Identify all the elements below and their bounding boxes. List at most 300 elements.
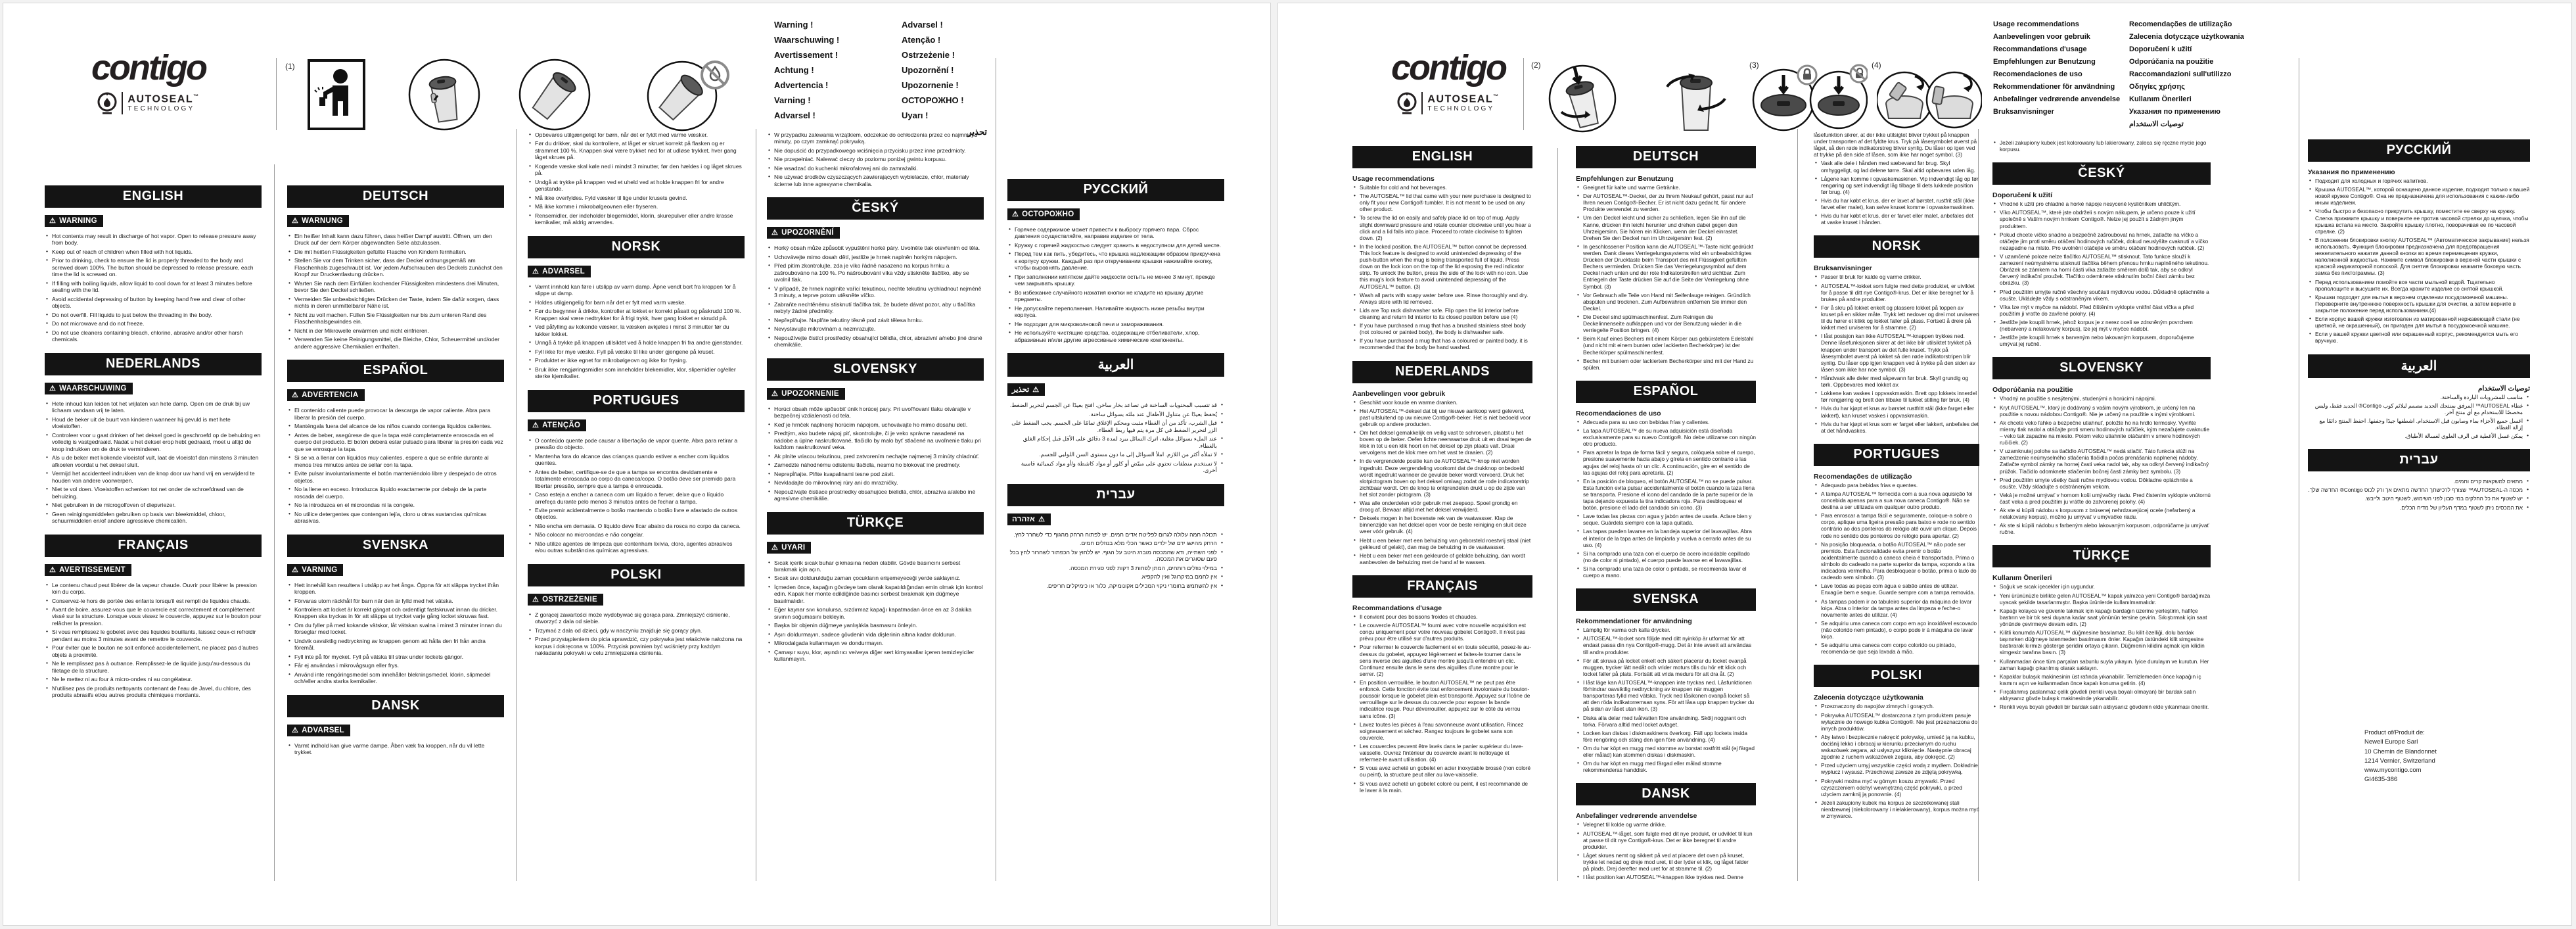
technology-label: TECHNOLOGY — [1427, 105, 1495, 113]
bullet-item: • En la posición de bloqueo, el botón AUTOSEAL™ no se puede pulsar. Esta función evita pulsar accidentalmente el botón cuando la taza llena se transporta. Presione el icono del candado de la parte superior de la tapa dejando expuesta la tira indicadora roja. Para desbloquear el botón, presione el lado del candado sin icono. (3) — [1583, 478, 1756, 512]
bullet-item: • Przeznaczony do napojów zimnych i gorących. — [1821, 703, 1979, 709]
bullet-item: • لا تملأه أكثر من اللازم. املأ السوائل إلى ما دون مستوى السن اللولبي للجسم. — [1007, 451, 1217, 458]
bullet-item: • Nepoužívajte čistiace prostriedky obsahujúce bielidlá, chlór, abrazíva a/alebo iné agresívne chemikálie. — [774, 488, 984, 502]
language-header: TÜRKÇE — [767, 512, 984, 535]
bullet-item: • Stellen Sie vor dem Trinken sicher, dass der Deckel ordnungsgemäß am Flaschenhals zugeschraubt ist. Vor jedem Aufschrauben des Deckels zunächst den Knopf zur Druckentlastung drücken. — [294, 257, 504, 277]
warning-triangle-icon: ⚠ — [532, 595, 540, 604]
bullet-item: • In geschlossener Position kann die AUTOSEAL™-Taste nicht gedrückt werden. Dank dieses Verriegelungssystems wird ein unbeabsichtigtes Drücken der Drucktaste beim Transport des mit Flüssigkeit gefüllten Bechers vermieden. Drücken Sie das Verriegelungssymbol auf dem Deckel nach unten und der rote Indikatorstreifen wird sichtbar. Zum Entriegeln der Taste drücken Sie auf die Seite der Verriegelung ohne Symbol. (3) — [1583, 243, 1756, 290]
bullet-list — [287, 233, 504, 350]
usage-languages-column-b — [2129, 18, 2244, 131]
bullet-item: • I låst posisjon kan ikke AUTOSEAL™-knappen trykkes ned. Denne låsefunksjonen sikrer at det ikke blir utilsiktet trykket på knappen under transport av det fulle kruset. Trykk på låsesymbolet øverst på lokket så den røde indikatorstripen blir synlig. Du låser opp igjen knappen ved å trykke på den siden av låsen som ikke har noe symbol. (3) — [1821, 333, 1979, 373]
bullet-item: • את המכסים ניתן לשטוף במדף העליון של מדיח הכלים. — [2308, 504, 2523, 511]
bullet-item: • Lågene kan komme i opvaskemaskinen. Vip indvendigt låg op før rengøring og sæt indvendigt låg tilbage til dets lukkede position før brug. (4) — [1821, 176, 1979, 195]
warning-badge — [45, 215, 103, 227]
bullet-item: • Pour éviter que le bouton ne soit enfoncé accidentellement, ne placez pas d'autres objets à proximité. — [52, 644, 262, 658]
unlock-icon — [1851, 65, 1868, 82]
bullet-item: • מתאים למשקאות קרים וחמים. — [2308, 478, 2523, 485]
bullet-item: • Förvaras utom räckhåll för barn när den är fylld med het vätska. — [294, 598, 504, 604]
language-header: العربية — [2308, 354, 2530, 378]
warning-triangle-icon: ⚠ — [49, 384, 57, 393]
bullet-item: • Les couvercles peuvent être lavés dans le panier supérieur du lave-vaisselle. Ouvrez l'intérieur du couvercle avant le nettoyage et refermez-le avant utilisation. (4) — [1360, 743, 1532, 763]
warning-badge-row — [767, 226, 984, 239]
language-header: ENGLISH — [1352, 146, 1532, 168]
bullet-item: • مناسب للمشروبات الباردة والساخنة. — [2308, 394, 2523, 400]
bullet-item: • Undgå at trykke på knappen ved et uheld ved at holde knappen fri for andre genstande. — [535, 179, 745, 193]
bullet-item: • Kogende væske skal køle ned i mindst 3 minutter, før den hældes i og låget skrues på. — [535, 163, 745, 177]
figure-2-label: (2) — [1531, 60, 1541, 70]
warning-badge-row — [287, 724, 504, 736]
bullet-item: • Adequado para bebidas frias e quentes. — [1821, 482, 1979, 488]
warning-badge-row — [287, 214, 504, 227]
bullet-item: • If you have purchased a mug that has a brushed stainless steel body (not coloured or painted body), the body is dishwasher safe. — [1360, 322, 1532, 335]
language-label: Advertencia ! — [774, 80, 829, 90]
language-header: DANSK — [287, 695, 504, 717]
no-drip-icon — [702, 62, 728, 88]
warning-badge-row — [1007, 383, 1224, 396]
bullet-item: • El contenido caliente puede provocar la descarga de vapor caliente. Abra para liberar la presión del cuerpo. — [294, 407, 504, 421]
bullet-item: • Hete inhoud kan leiden tot het vrijlaten van hete damp. Open om de druk bij uw lichaam vandaan vrij te laten. — [52, 400, 262, 414]
section-heading: Recomendações de utilização — [1814, 472, 1912, 481]
language-header: ČESKÝ — [767, 197, 984, 220]
bullet-item: • Mantenha fora do alcance das crianças quando estiver a encher com líquidos quentes. — [535, 453, 745, 467]
lock-unlock-illustration — [1752, 63, 1868, 133]
bullet-item: • Becher mit buntem oder lackiertem Becherkörper sind mit der Hand zu spülen. — [1583, 358, 1756, 371]
warning-badge-label: ADVARSEL — [302, 726, 344, 734]
bullet-item: • Si vous remplissez le gobelet avec des liquides bouillants, laissez ceux-ci refroidir pendant au moins 3 minutes avant de remettre le couvercle. — [52, 629, 262, 642]
column-rule — [274, 164, 275, 881]
bullet-item: • Nie wsadzać do kuchenki mikrofalowej ani do zamrażalki. — [774, 165, 984, 172]
bullet-item: • Las tapas pueden lavarse en la bandeja superior del lavavajillas. Abra el interior de la tapa antes de limpiarla y vuelva a cerrarlo antes de su uso. (4) — [1583, 528, 1756, 548]
section-heading: Anbefalinger vedrørende anvendelse — [1576, 812, 1697, 821]
language-label: Recomendações de utilização — [2129, 20, 2232, 28]
bullet-item: • Si se va a llenar con líquidos muy calientes, espere a que se enfríe durante al menos tres minutos antes de sellar con la tapa. — [294, 454, 504, 468]
bullet-item: • Keep out of reach of children when filled with hot liquids. — [52, 249, 262, 255]
trademark-symbol: ™ — [1493, 93, 1500, 99]
bullet-item: • Ak ste si kúpili nádobu s farbeným alebo lakovaným korpusom, odporúčame ju umývať ručne. — [2000, 522, 2211, 535]
warning-languages-column-a — [774, 17, 879, 123]
screw-lid-illustration — [1542, 60, 1739, 133]
bullet-item: • اغسل جميع الأجزاء بماء وصابون قبل الاستخدام. اشطفها جيدًا وجففها. احفظ المنتج دائمًا مع إزالة الغطاء. — [2308, 417, 2523, 431]
warning-badge-label: VARNING — [302, 565, 338, 574]
warning-badge-row — [287, 389, 504, 401]
section-heading: Bruksanvisninger — [1814, 264, 1872, 273]
language-label: Advarsel ! — [902, 20, 943, 30]
bullet-item: • Neprepĺňajte. Plňte kvapalinami tesne pod závit. — [774, 471, 984, 477]
bullet-item: • In the locked position, the AUTOSEAL™ button cannot be depressed. This lock feature is designed to avoid unintended depressing of the push-button when the mug is being transported full of liquid. Press down on the lock icon on the top of the lid exposing the red indicator strip. To unlock the button, press the side of the lock with no icon. Use this mug's lock feature to avoid unintended depressing of the AUTOSEAL™ button. (3) — [1360, 243, 1532, 290]
bullet-item: • Na posição bloqueada, o botão AUTOSEAL™ não pode ser premido. Esta funcionalidade evita premir o botão acidentalmente quando a caneca cheia é transportada. Prima o símbolo do cadeado na parte superior da tampa, expondo a tira indicadora vermelha. Para desbloquear o botão, prima o lado do cadeado sem símbolo. (3) — [1821, 541, 1979, 581]
column-de-es-sv-da — [1576, 146, 1756, 884]
bullet-item: • תכולה חמה עלולה לגרום לפליטת אדים חמים. יש לפתוח הרחק מהגוף כדי לשחרר לחץ. — [1007, 531, 1217, 538]
language-header: SVENSKA — [1576, 588, 1756, 611]
bullet-item: • Nevkladajte do mikrovlnnej rúry ani do mrazničky. — [774, 479, 984, 486]
warning-badge-label: ОСТОРОЖНО — [1022, 210, 1074, 218]
column-rule — [1557, 148, 1558, 881]
bullet-item: • Vhodný na použitie s nesýtenými, studenými a horúcimi nápojmi. — [2000, 395, 2211, 402]
bullet-item: • Rensemidler, der indeholder blegemiddel, klorin, skurepulver eller andre krasse kemikalier, må aldrig anvendes. — [535, 212, 745, 226]
bullet-item: • Aby łatwo i bezpiecznie nakręcić pokrywkę, umieść ją na kubku, dociśnij lekko i obracaj w kierunku przeciwnym do ruchu wskazówek zegara, aż usłyszysz kliknięcie. Następnie obracaj zgodnie z ruchem wskazówek zegara, aby dokręcić. (2) — [1821, 734, 1979, 760]
bullet-item: • Prior to drinking, check to ensure the lid is properly threaded to the body and screwed down 100%. The button should be depressed to release pressure, each time the lid is screwed on. — [52, 257, 262, 277]
bullet-item: • Opbevares utilgængeligt for børn, når det er fyldt med varme væsker. — [535, 131, 745, 138]
language-header: DANSK — [1576, 783, 1756, 805]
bullet-item: • V uzamknutej polohe sa tlačidlo AUTOSEAL™ nedá stlačiť. Táto funkcia slúži na zamedzenie neúmyselného stlačenia tlačidla počas prenášania naplnenej nádoby. Zatlačte symbol zámky na hornej časti veka nadol tak, aby sa odkryl červený indikačný prúžok. Tlačidlo odomknete stlačením bočnej časti zámky bez symbolu. (3) — [2000, 448, 2211, 474]
warning-badge — [1007, 513, 1051, 525]
contigo-logo — [1372, 50, 1525, 114]
bullet-item: • Do not use cleaners containing bleach, chlorine, abrasive and/or other harsh chemicals. — [52, 329, 262, 343]
bullet-list — [1352, 613, 1532, 794]
warning-badge-label: UYARI — [781, 543, 806, 552]
bullet-item: • As tampas podem ir ao tabuleiro superior da máquina de lavar loiça. Abra o interior da tampa antes da limpeza e feche-o novamente antes de utilizar. (4) — [1821, 598, 1979, 618]
bullet-item: • I låst position kan AUTOSEAL™-knappen ikke trykkes ned. Denne — [1583, 874, 1756, 880]
bullet-item: • הרחק מהישג ידם של ילדים כאשר הכלי מלא בנוזלים חמים. — [1007, 540, 1217, 546]
bullet-item: • Sıcak içerik sıcak buhar çıkmasına neden olabilir. Gövde basıncını serbest bırakmak için açın. — [774, 560, 984, 573]
warning-triangle-icon: ⚠ — [771, 543, 779, 552]
drinking-tilt-illustration — [518, 58, 591, 131]
bullet-item: • Nie przepełniać. Nalewać cieczy do poziomu poniżej gwintu korpusu. — [774, 156, 984, 162]
bullet-item: • O conteúdo quente pode causar a libertação de vapor quente. Abra para retirar a pressão do objecto. — [535, 437, 745, 451]
bullet-item: • Před pitím zkontrolujte, zda je víko řádně nasazeno na korpus hrnku a zašroubováno na 100 %. Po našroubování víka vždy stiskněte tlačítko, aby se uvolnil tlak. — [774, 262, 984, 283]
bullet-item: • Må ikke komme i mikrobølgeovnen eller fryseren. — [535, 203, 745, 210]
product-info — [2364, 728, 2535, 785]
language-header: РУССКИЙ — [1007, 179, 1224, 201]
bullet-item: • מכסה ה-AUTOSEAL™ שצורף לרכישתך החדשה מתאים אך ורק לכוס Contigo® החדשה שלך. — [2308, 487, 2523, 493]
bullet-item: • אין להשתמש בחומרי ניקוי המכילים אקונומיקה, כלור או כימיקלים חריפים. — [1007, 583, 1217, 589]
bullet-item: • Если у вашей кружки цветной или окрашенный корпус, рекомендуется мыть его вручную. — [2315, 331, 2530, 344]
bullet-item: • Varmt innhold kan føre i utslipp av varm damp. Åpne vendt bort fra kroppen for å slippe ut damp. — [535, 283, 745, 297]
bullet-item: • Kapaklar bulaşık makinesinin üst rafında yıkanabilir. Temizlemeden önce kapağın iç kısmını açın ve kullanmadan önce kapalı konuma getirin. (4) — [2000, 673, 2211, 686]
bullet-item: • Pokud chcete víčko snadno a bezpečně zašroubovat na hrnek, zatlačte na víčko a otáčejte jím proti směru otáčení hodinových ručiček, dokud neuslyšíte cvaknutí a víčko nezapadne na místo. Pro uvolnění otáčejte ve směru otáčení hodinových ručiček. (2) — [2000, 231, 2211, 251]
bullet-item: • AUTOSEAL™-lokket som fulgte med dette produktet, er utviklet for å passe til ditt nye Contigo®-krus. Det er ikke beregnet for å brukes på andre produkter. — [1821, 283, 1979, 302]
bullet-item: • Yeni ürününüzle birlikte gelen AUTOSEAL™ kapak yalnızca yeni Contigo® bardağınıza uyacak şekilde tasarlanmıştır. Başka ürünlerde kullanılmamalıdır. — [2000, 592, 2211, 606]
bullet-item: • Kryt AUTOSEAL™, ktorý je dodávaný s vašim novým výrobkom, je určený len na použitie s novou nádobou Contigo®. Nie je určený na použitie s inými výrobkami. — [2000, 404, 2211, 417]
warning-badge — [45, 383, 133, 394]
warning-triangle-icon: ⚠ — [771, 389, 779, 398]
warning-badge-label: UPOZORNĚNÍ — [781, 229, 834, 237]
language-label: Achtung ! — [774, 65, 814, 75]
autoseal-logo — [72, 92, 225, 114]
bullet-item: • Uchovávejte mimo dosah dětí, jestliže je hrnek naplněn horkým nápojem. — [774, 254, 984, 260]
warning-badge-label: UPOZORNENIE — [781, 389, 839, 398]
warning-badge — [45, 564, 131, 576]
column-da-no-pt-pl — [528, 131, 745, 661]
warning-badge-label: ADVARSEL — [542, 267, 585, 275]
bullet-item: • غطاء AUTOSEAL™ المرفق بمنتجك الجديد مصمم ليلائم كوب Contigo® الجديد فقط، وليس مخصصًا للاستخدام مع أي منتج آخر. — [2308, 402, 2523, 416]
bullet-item: • Z gorącej zawartości może wydobywać się gorąca para. Zmniejszyć ciśnienie, otworzyć z dala od siebie. — [535, 611, 745, 625]
warning-badge-label: تحذير — [1012, 386, 1030, 394]
section-heading: Doporučení k užití — [1992, 191, 2053, 200]
warning-badge-label: WARNUNG — [302, 217, 343, 225]
bullet-item: • Adecuada para su uso con bebidas frías y calientes. — [1583, 419, 1756, 425]
bullet-item: • Jestliže jste koupili hrnek, jehož korpus je z nerez oceli se zdrsněným povrchem (nebarvený a nelakovaný korpus), lze jej mýt v myčce nádobí. — [2000, 319, 2211, 332]
bullet-item: • Se adquiriu uma caneca com corpo colorido ou pintado, recomenda-se que seja lavada à mão. — [1821, 642, 1979, 655]
bullet-list — [287, 742, 504, 756]
bullet-item: • Locken kan diskas i diskmaskinens överkorg. Fäll upp lockets insida före rengöring och stäng den igen före användning. (4) — [1583, 730, 1756, 743]
bullet-item: • Veká je možné umývať v hornom koši umývačky riadu. Pred čistením vyklopte vnútornú časť veka a pred použitím ju vráťte do zatvorenej polohy. (4) — [2000, 492, 2211, 505]
language-label: Odporúčania na použitie — [2129, 58, 2214, 66]
bullet-item: • Die mit heißen Flüssigkeiten gefüllte Flasche von Kindern fernhalten. — [294, 249, 504, 255]
language-header: POLSKI — [1814, 665, 1979, 687]
bullet-item: • Před použitím umyjte ručně všechny součásti mýdlovou vodou. Důkladně opláchněte a osušte. Ukládejte vždy s odstraněným víkem. — [2000, 289, 2211, 302]
language-header: TÜRKÇE — [1992, 545, 2211, 567]
language-label: Recommandations d'usage — [1993, 45, 2087, 53]
warning-badge — [1007, 208, 1080, 220]
bullet-item: • Der AUTOSEAL™-Deckel, der zu Ihrem Neukauf gehört, passt nur auf Ihren neuen Contigo®-Becher. Er ist nicht dazu gedacht, für andere Produkte verwendet zu werden. — [1583, 193, 1756, 212]
language-header: עברית — [2308, 449, 2530, 471]
bullet-list — [1007, 531, 1224, 589]
language-label: Zalecenia dotyczące użytkowania — [2129, 33, 2244, 41]
section-heading: Recommandations d'usage — [1352, 604, 1442, 613]
bullet-item: • Avoid accidental depressing of button by keeping hand free and clear of other objects. — [52, 296, 262, 310]
bullet-item: • Mikrodalgada kullanmayın ve dondurmayın. — [774, 640, 984, 646]
bullet-item: • Подходит для холодных и горячих напитков. — [2315, 178, 2530, 184]
language-label: Waarschuwing ! — [774, 35, 840, 45]
technology-label: TECHNOLOGY — [127, 105, 195, 113]
warning-badge-row — [767, 387, 984, 400]
hold-away-from-body-pictogram — [308, 59, 365, 130]
bullet-item: • Må ikke overfyldes. Fyld væsker til lige under krusets gevind. — [535, 195, 745, 201]
logo-divider — [122, 92, 123, 114]
bullet-item: • Antes de beber, asegúrese de que la tapa esté completamente enroscada en el cuerpo del producto. El botón deberá estar pulsado para liberar la presión cada vez que se enrosque la tapa. — [294, 432, 504, 452]
figure-1-label: (1) — [285, 62, 295, 71]
bullet-list — [1352, 399, 1532, 566]
product-info-line: Product of/Produit de: — [2364, 729, 2425, 736]
bullet-item: • Evite pulsar involuntariamente el botón manteniéndolo libre y despejado de otros objetos. — [294, 470, 504, 484]
bullet-list — [287, 582, 504, 685]
language-label: Указания по применению — [2129, 108, 2220, 116]
bullet-list — [45, 582, 262, 699]
bullet-item: • Unngå å trykke på knappen utilsiktet ved å holde knappen fri fra andre gjenstander. — [535, 339, 745, 346]
bullet-item: • Para apretar la tapa de forma fácil y segura, colóquela sobre el cuerpo, presione suavemente hacia abajo y gírela en sentido contrario a las agujas del reloj hasta oír un clic. A continuación, gire en el sentido de las agujas del reloj para apretarla. (2) — [1583, 449, 1756, 475]
bullet-item: • Przed użyciem umyj wszystkie części wodą z mydłem. Dokładnie wypłucz i wysusz. Przechowuj zawsze ze zdjętą pokrywką. — [1821, 762, 1979, 775]
autoseal-logo — [1372, 92, 1525, 114]
bullet-item: • İçmeden önce, kapağın gövdeye tam olarak kapatıldığından emin olmak için kontrol edin. Kapak her monte edildiğinde basıncı serbest bırakmak için düğmeye basılmalıdır. — [774, 584, 984, 604]
section-heading: Odporúčania na použitie — [1992, 386, 2073, 394]
warning-badge — [528, 594, 603, 606]
figure-4-label: (4) — [1872, 60, 1881, 70]
language-label: Advarsel ! — [774, 110, 816, 120]
language-label: Recomendaciones de uso — [1993, 70, 2082, 78]
bullet-item: • Чтобы быстро и безопасно прикрутить крышку, поместите ее сверху на кружку. Слегка прижмите крышку и поверните ее против часовой стрелки до щелчка, чтобы крышка встала на место. Закройте крышку плотно, поворачивая ее по часовой стрелке. (2) — [2315, 208, 2530, 234]
bullet-item: • يُحفظ بعيدًا عن متناول الأطفال عند ملئه بسوائل ساخنة. — [1007, 411, 1217, 417]
column-rule — [1797, 129, 1798, 881]
no-spill-illustration — [645, 58, 732, 131]
bullet-item: • לפני השתייה, ודא שהמכסה מוברג היטב על הגוף. יש ללחוץ על הכפתור לשחרור לחץ בכל פעם שסוגרים את המכסה. — [1007, 549, 1217, 563]
bullet-list — [45, 400, 262, 525]
bullet-item: • För att skruva på locket enkelt och säkert placerar du locket ovanpå muggen, trycker lätt nedåt och vrider moturs tills du hör ett klick och locket faller på plats. Fortsätt att vrida medurs för att dra åt. (2) — [1583, 657, 1756, 677]
bullet-item: • Niet gebruiken in de microgolfoven of diepvriezer. — [52, 502, 262, 508]
bullet-list — [1992, 201, 2211, 347]
autoseal-wordmark: AUTOSEAL — [127, 93, 194, 105]
bullet-item: • Do not overfill. Fill liquids to just below the threading in the body. — [52, 312, 262, 318]
bullet-item: • Pred použitím umyte všetky časti ručne mydlovou vodou. Dôkladne opláchnite a osušte. Vždy skladujte s odstráneným vekom. — [2000, 477, 2211, 490]
bullet-list — [1576, 184, 1756, 371]
language-header: SLOVENSKY — [1992, 357, 2211, 379]
bullet-item: • יש לשטוף את כל החלקים במי סבון לפני השימוש, לשטוף היטב ולייבש. — [2308, 495, 2523, 502]
bullet-item: • Vhodné k užití pro chladné a horké nápoje nesycené kysličníkem uhličitým. — [2000, 201, 2211, 207]
language-label: Warning ! — [774, 20, 814, 30]
bullet-item: • Suitable for cold and hot beverages. — [1360, 184, 1532, 191]
warning-badge-row — [767, 541, 984, 554]
bullet-item: • قد تتسبب المحتويات الساخنة في تصاعد بخار ساخن. افتح بعيدًا عن الجسم لتحرير الضغط. — [1007, 402, 1217, 408]
bullet-item: • Ved påfylling av kokende væsker, la væsken avkjøles i minst 3 minutter før du lukker lokket. — [535, 323, 745, 337]
bullet-list — [1007, 226, 1224, 343]
bullet-list — [528, 611, 745, 657]
warning-triangle-icon: ⚠ — [532, 421, 540, 429]
bullet-item: • Çamaşır suyu, klor, aşındırıcı ve/veya diğer sert kimyasallar içeren temizleyiciler kullanmayın. — [774, 649, 984, 663]
bullet-item: • عند الملء بسوائل مغلية، اترك السائل يبرد لمدة 3 دقائق على الأقل قبل إحكام الغلق بالغطاء. — [1007, 435, 1217, 449]
bullet-item: • Håndvask alle deler med såpevann før bruk. Skyll grundig og tørk. Oppbevares med lokket av. — [1821, 375, 1979, 388]
bullet-item: • Hot contents may result in discharge of hot vapor. Open to release pressure away from body. — [52, 233, 262, 247]
bullet-item: • يمكن غسل الأغطية في الرف العلوي لغسالة الأطباق. — [2308, 433, 2523, 439]
bullet-item: • Horký obsah může způsobit vypuštění horké páry. Uvolněte tlak otevřením od těla. — [774, 245, 984, 251]
bullet-item: • במילוי נוזלים רותחים, המתן לפחות 3 דקות לפני סגירת המכסה. — [1007, 565, 1217, 571]
warning-triangle-icon: ⚠ — [532, 267, 540, 275]
warning-badge-row — [528, 265, 745, 277]
bullet-item: • Vermijd het accidenteel indrukken van de knop door uw hand vrij en verwijderd te houden van andere voorwerpen. — [52, 470, 262, 484]
flip-lid-interior-illustration — [1877, 63, 1982, 133]
section-heading: Recomendaciones de uso — [1576, 409, 1661, 417]
warning-badge — [528, 419, 586, 431]
language-label: Bruksanvisninger — [1993, 108, 2054, 116]
bullet-list — [45, 233, 262, 343]
bullet-item: • Verwenden Sie keine Reinigungsmittel, die Bleiche, Chlor, Scheuermittel und/oder andere aggressive Chemikalien enthalten. — [294, 336, 504, 350]
bullet-item: • Avant de boire, assurez-vous que le couvercle est correctement et complètement vissé sur la structure. Lorsque vous vissez le couvercle, appuyez sur le bouton pour relâcher la pression. — [52, 606, 262, 627]
warning-badge-row — [1007, 208, 1224, 220]
column-pl-cs-sk-tr — [767, 131, 984, 667]
language-header: עברית — [1007, 484, 1224, 506]
bullet-item: • Om du fyller på med kokande vätskor, låt vätskan svalna i minst 3 minuter innan du förseglar med locket. — [294, 622, 504, 636]
bullet-list — [1992, 583, 2211, 710]
bullet-item: • Caso esteja a encher a caneca com um líquido a ferver, deixe que o líquido arrefeça durante pelo menos 3 minutos antes de fechar a tampa. — [535, 491, 745, 505]
bullet-item: • No utilice detergentes que contengan lejía, cloro u otras sustancias químicas abrasivas. — [294, 511, 504, 525]
section-heading: Rekommendationer för användning — [1576, 617, 1692, 626]
warning-badge — [767, 227, 840, 239]
bullet-item: • Varmt indhold kan give varme dampe. Åben væk fra kroppen, når du vil lette trykket. — [294, 742, 504, 756]
bullet-item: • Om du har köpt en mugg med stomme av borstat rostfritt stål (ej färgad eller målad) kan stommen diskas i diskmaskin. — [1583, 745, 1756, 758]
column-ru-ar-he — [2308, 139, 2530, 515]
warning-badge-label: ADVERTENCIA — [302, 391, 359, 400]
bullet-item: • Hvis du har købt et krus, der er farvet eller malet, anbefales det at vaske kruset i hånden. — [1821, 212, 1979, 226]
bullet-item: • Крышки подходят для мытья в верхнем отделении посудомоечной машины. Переверните внутреннюю поверхность крышки для очистки, а затем верните в закрытое положение перед использованием.(4) — [2315, 294, 2530, 314]
language-label: Varning ! — [774, 95, 811, 105]
bullet-item: • Holdes utilgjengelig for barn når det er fylt med varm væske. — [535, 299, 745, 306]
bullet-item: • No la llene en exceso. Introduzca líquido exactamente por debajo de la parte roscada del cuerpo. — [294, 486, 504, 500]
press-button-illustration — [407, 58, 481, 131]
bullet-item: • Il convient pour des boissons froides et chaudes. — [1360, 613, 1532, 620]
warning-triangle-icon: ⚠ — [1032, 386, 1040, 394]
bullet-item: • Eğer kaynar sıvı konulursa, sızdırmaz kapağı kapatmadan önce en az 3 dakika sıvının soğumasını bekleyin. — [774, 606, 984, 620]
warning-badge-row — [528, 419, 745, 431]
bullet-item: • Fyll inte på för mycket. Fyll på vätska till strax under lockets gängor. — [294, 654, 504, 660]
product-info-line: 1214 Vernier, Switzerland — [2364, 757, 2435, 765]
bullet-list — [1352, 184, 1532, 351]
bullet-item: • Houd de beker uit de buurt van kinderen wanneer hij gevuld is met hete vloeistoffen. — [52, 416, 262, 430]
bullet-item: • For å skru på lokket enkelt og plassere lokket på toppen av kruset på en sikker måte. Trykk lett nedover og drei mot urviseren til du hører et klikk og lokket faller på plass. Fortsett å dreie på lokket med urviseren for å stramme. (2) — [1821, 304, 1979, 331]
bullet-item: • Als u de beker met kokende vloeistof vult, laat de vloeistof dan minstens 3 minuten afkoelen voordat u het deksel sluit. — [52, 454, 262, 468]
language-label: Raccomandazioni sull'utilizzo — [2129, 70, 2232, 78]
bullet-item: • Hett innehåll kan resultera i utsläpp av het ånga. Öppna för att släppa trycket ifrån kroppen. — [294, 582, 504, 596]
bullet-item: • Kilitli konumda AUTOSEAL™ düğmesine basılamaz. Bu kilit özelliği, dolu bardak taşınırken düğmeye istenmeden basılmasını önler. Kapağın üstündeki kilit simgesine bastırarak kırmızı gösterge şeridini ortaya çıkarın. Düğmenin kilidini açmak için kilidin simgesiz tarafına basın. (3) — [2000, 629, 2211, 655]
warning-badge-row — [1007, 513, 1224, 525]
bullet-item: • Bruk ikke rengjøringsmidler som inneholder blekemidler, klor, slipemidler og/eller sterke kjemikalier. — [535, 366, 745, 380]
bullet-item: • Renkli veya boyalı gövdeli bir bardak satın aldıysanız gövdenin elde yıkanması önerilir. — [2000, 703, 2211, 710]
bullet-item: • Nie dopuścić do przypadkowego wciśnięcia przycisku przez inne przedmioty. — [774, 147, 984, 154]
bullet-item: • Ak chcete veko ľahko a bezpečne utiahnuť, položte ho na hrdlo termosky. Vyviňte mierny tlak nadol a otáčajte proti smeru hodinových ručičiek, kým nezačujete cvaknutie – veko tak zapadne na miesto. Potom veko utiahnite otáčaním v smere hodinových ručičiek. (2) — [2000, 419, 2211, 446]
bullet-item: • Не используйте чистящие средства, содержащие отбеливатели, хлор, абразивные и/или другие агрессивные химические компоненты. — [1015, 329, 1224, 343]
bullet-item: • Nie używać środków czyszczących zawierających wybielacze, chlor, materiały ścierne lub inne agresywne chemikalia. — [774, 174, 984, 187]
autoseal-drop-icon — [97, 92, 117, 114]
bullet-item: • Geen reinigingsmiddelen gebruiken op basis van bleekmiddel, chloor, schuurmiddelen en/of andere agressieve chemicaliën. — [52, 511, 262, 525]
column-rule — [516, 129, 517, 881]
bullet-item: • Lave todas as peças com água e sabão antes de utilizar. Enxagúe bem e seque. Guarde sempre com a tampa removida. — [1821, 583, 1979, 596]
bullet-item: • Fyll ikke for mye væske. Fyll på væske til like under gjengene på kruset. — [535, 348, 745, 355]
bullet-item: • Lavez toutes les pièces à l'eau savonneuse avant utilisation. Rincez soigneusement et séchez. Rangez toujours le gobelet sans son couvercle. — [1360, 721, 1532, 741]
bullet-item: • אין לחמם במיקרוגל ואין להקפיא. — [1007, 573, 1217, 580]
language-header: PORTUGUES — [528, 390, 745, 412]
warning-languages-column-b — [902, 17, 987, 123]
bullet-item: • Ne le remplissez pas à outrance. Remplissez-le de liquide jusqu'au-dessous du filetage de la structure. — [52, 660, 262, 674]
bullet-item: • Het AUTOSEAL™-deksel dat bij uw nieuwe aankoop werd geleverd, past uitsluitend op uw nieuwe Contigo®-beker. Het is niet bedoeld voor gebruik op andere producten. — [1360, 408, 1532, 427]
bullet-item: • AUTOSEAL™-locket som följde med ditt nyinköp är utformat för att endast passa din nya Contigo®-mugg. Det är inte avsett att användas till andra produkter. — [1583, 635, 1756, 655]
bullet-list — [528, 131, 745, 226]
language-header: العربية — [1007, 353, 1224, 377]
warning-badge-label: ATENÇÃO — [542, 421, 581, 429]
usage-languages-column-a — [1993, 18, 2128, 118]
bullet-list — [1007, 402, 1224, 473]
bullet-list — [1814, 160, 1979, 226]
bullet-item: • To screw the lid on easily and safely place lid on top of mug. Apply slight downward pressure and rotate counter clockwise until you hear a click and a lid falls into place. Proceed to rotate clockwise to tighten down. (2) — [1360, 214, 1532, 241]
warning-badge-row — [528, 593, 745, 606]
language-header: FRANÇAIS — [45, 535, 262, 557]
bullet-item: • Antes de beber, certifique-se de que a tampa se encontra devidamente e totalmente enroscada ao corpo da caneca/copo. O botão deve ser premido para libertar pressão, sempre que a tampa é enroscada. — [535, 469, 745, 489]
lock-icon — [1798, 66, 1816, 84]
warning-badge — [528, 266, 591, 277]
bullet-item: • لا تستخدم منظفات تحتوي على مبيّض أو كلور أو مواد كاشطة و/أو مواد كيميائية قاسية أخرى. — [1007, 460, 1217, 474]
warning-triangle-icon: ⚠ — [1012, 210, 1019, 218]
bullet-item: • Если корпус вашей кружки изготовлен из матированной нержавеющей стали (не цветной, не окрашенный), он пригоден для мытья в посудомоечной машине. — [2315, 316, 2530, 329]
bullet-item: • Перед использованием помойте все части мыльной водой. Тщательно прополощите и высушите их. Всегда храните изделие со снятой крышкой. — [2315, 279, 2530, 292]
bullet-item: • Nicht in der Mikrowelle erwärmen und nicht einfrieren. — [294, 327, 504, 334]
product-info-line: 10 Chemin de Blandonnet — [2364, 748, 2437, 755]
warning-language-arabic: تحذير — [967, 127, 987, 137]
bullet-list — [767, 406, 984, 502]
bullet-item: • Pour refermer le couvercle facilement et en toute sécurité, posez-le au-dessus du gobelet, appuyez légèrement et faites-le tourner dans le sens inverse des aiguilles d'une montre jusqu'à entendre un clic. Continuez ensuite dans le sens des aiguilles d'une montre pour le serrer. (2) — [1360, 644, 1532, 677]
bullet-item: • Om het deksel gemakkelijk en veilig vast te schroeven, plaatst u het boven op de beker. Oefen lichte neerwaartse druk uit en draai tegen de klok in tot u een klik hoort en het deksel op zijn plaats valt. Draai vervolgens met de klok mee om het vast te draaien. (2) — [1360, 429, 1532, 456]
language-label: Οδηγίες χρήσης — [2129, 83, 2185, 91]
bullet-item: • Ak ste si kúpili nádobu s korpusom z brúsenej nehrdzavejúcej ocele (nefarbený a nelakovaný korpus), možno ju umývať v umývačke riadu. — [2000, 507, 2211, 520]
bullet-list — [2308, 178, 2530, 345]
bullet-item: • Jeżeli zakupiony kubek ma korpus ze szczotkowanej stali nierdzewnej (niekolorowany i nielakierowany), korpus można myć w zmywarce. — [1821, 799, 1979, 819]
warning-badge-row — [45, 214, 262, 227]
language-header: DEUTSCH — [1576, 146, 1756, 168]
trademark-symbol: ™ — [193, 93, 200, 99]
bullet-item: • Ne le mettez ni au four à micro-ondes ni au congélateur. — [52, 676, 262, 682]
language-header: NEDERLANDS — [1352, 361, 1532, 383]
bullet-list — [767, 131, 984, 187]
bullet-item: • Não colocar no microondas e não congelar. — [535, 531, 745, 538]
warning-badge — [767, 542, 811, 554]
bullet-item: • Кружку с горячей жидкостью следует хранить в недоступном для детей месте. — [1015, 242, 1224, 249]
column-ru-ar-he — [1007, 179, 1224, 593]
autoseal-drop-icon — [1397, 92, 1417, 114]
bullet-item: • Zamedzte náhodnému odisteniu tlačidla, nesmú ho blokovať iné predmety. — [774, 462, 984, 468]
language-label: توصيات الاستخدام — [2129, 120, 2184, 128]
bullet-item: • AUTOSEAL™-låget, som fulgte med dit nye produkt, er udviklet til kun at passe til dit nye Contigo®-krus. Det er ikke beregnet til andre produkter. — [1583, 830, 1756, 850]
bullet-item: • Víko AUTOSEAL™, které jste obdrželi s novým nákupem, je určeno pouze k užití společně s Vaším novým hrnkem Contigo®. Nelze jej použít s žádným jiným produktem. — [2000, 209, 2211, 229]
bullet-item: • Jestliže jste koupili hrnek s barveným nebo lakovaným korpusem, doporučujeme umývat jej ručně. — [2000, 334, 2211, 347]
bullet-item: • V uzamčené poloze nelze tlačítko AUTOSEAL™ stisknout. Tato funkce slouží k zamezení neúmyslnému stisknutí tlačítka během přenosu hrnku naplněného tekutinou. Obrázek se zámkem na horní části víka zatlačte směrem dolů tak, aby se odkryl červený indikační proužek. Tlačítko odemknete stisknutím boční části zámku bez obrázku. (3) — [2000, 253, 2211, 287]
bullet-item: • Keď je hrnček naplnený horúcim nápojom, uchovávajte ho mimo dosahu detí. — [774, 421, 984, 428]
column-en-nl-fr — [1352, 146, 1532, 798]
